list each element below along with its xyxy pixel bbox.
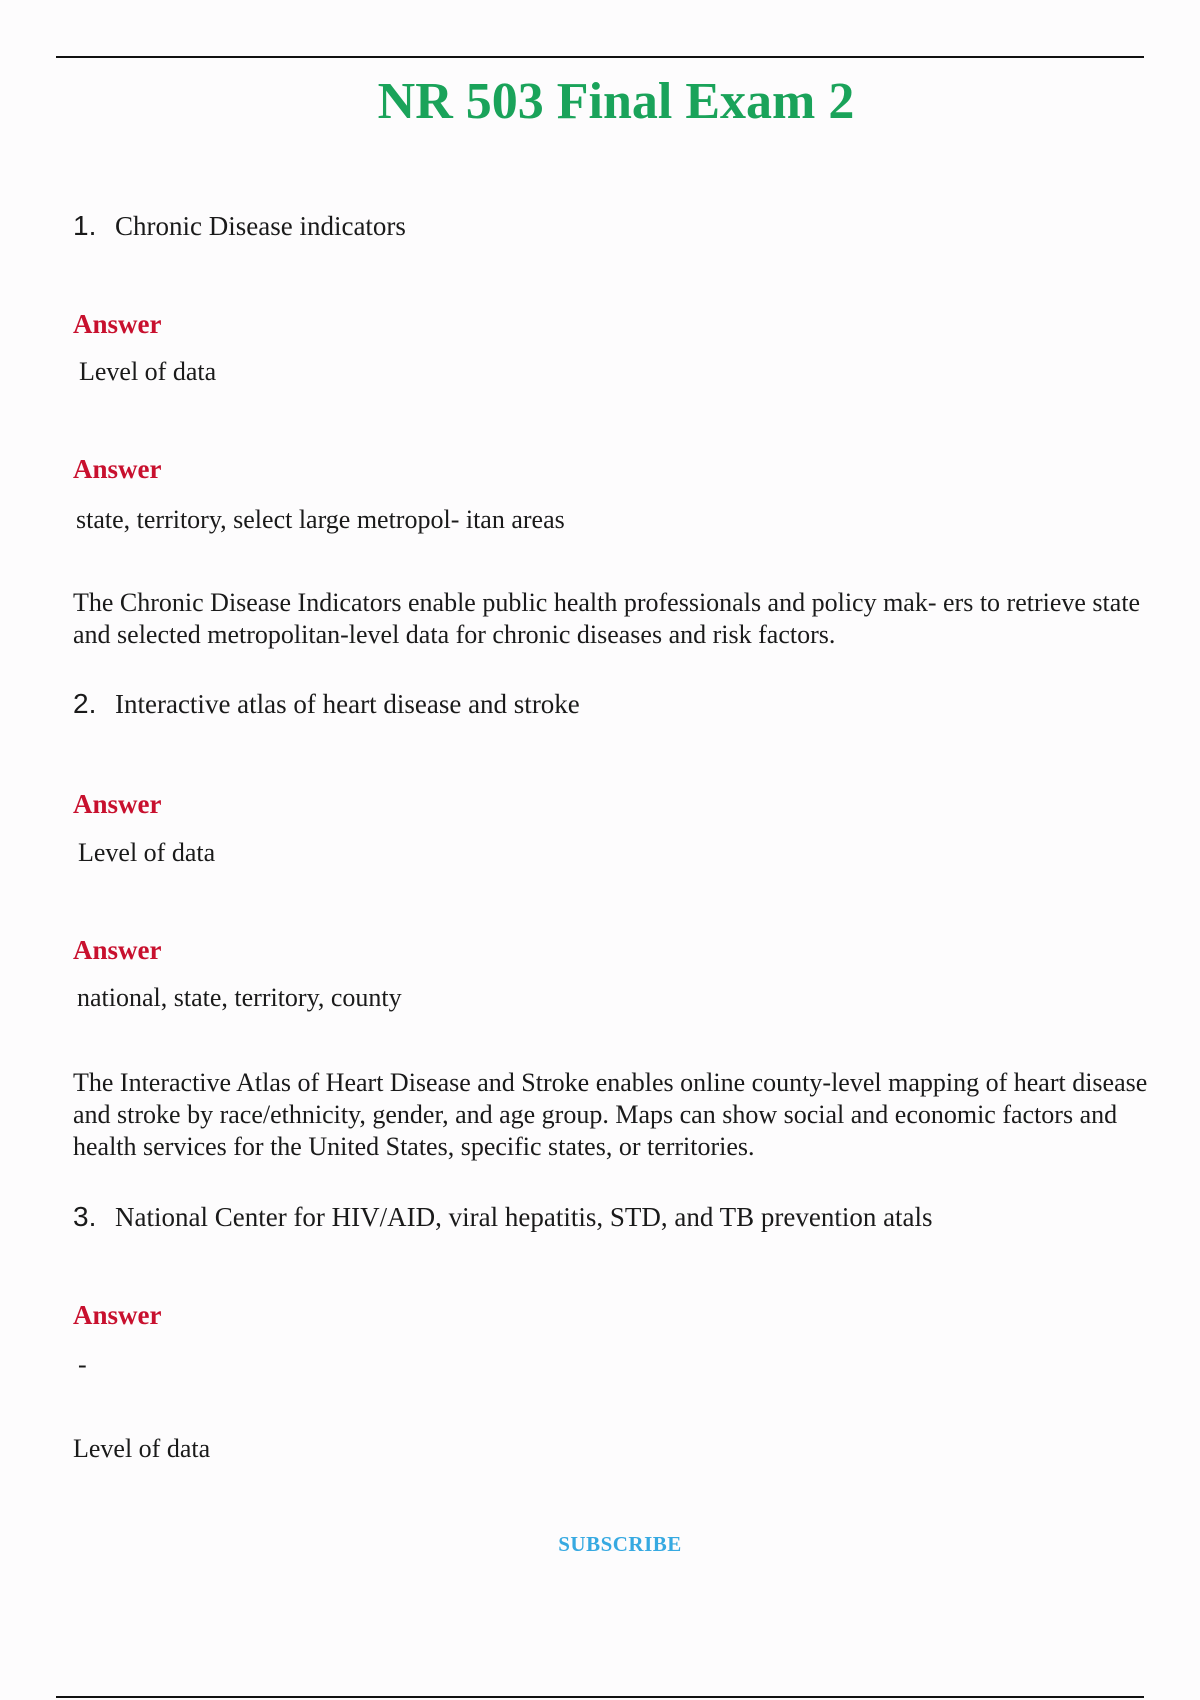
answer-label: Answer bbox=[73, 1300, 162, 1330]
question-1 bbox=[73, 210, 1163, 242]
question-2 bbox=[73, 688, 1163, 720]
question-number: 1. bbox=[73, 210, 97, 241]
answer-value: national, state, territory, county bbox=[77, 983, 402, 1012]
question-number: 2. bbox=[73, 688, 97, 719]
question-text: Interactive atlas of heart disease and stroke bbox=[115, 689, 580, 719]
answer-label: Answer bbox=[73, 309, 162, 339]
answer-value: state, territory, select large metropol- itan areas bbox=[76, 505, 565, 534]
subscribe-link[interactable]: SUBSCRIBE bbox=[558, 1532, 682, 1556]
answer-label: Answer bbox=[73, 454, 162, 484]
page-title: NR 503 Final Exam 2 bbox=[377, 73, 855, 130]
top-rule bbox=[56, 56, 1144, 58]
question-3 bbox=[73, 1201, 1163, 1233]
explanation-text: The Chronic Disease Indicators enable public health professionals and policy mak- ers to retrieve state and selected metropolitan-level data for chronic diseases and risk factors. bbox=[73, 588, 1141, 649]
explanation-text: The Interactive Atlas of Heart Disease and Stroke enables online county-level mapping of heart disease and stroke by race/ethnicity, gender, and age group. Maps can show social and economic factors and health services for the United States, specific states, or territories. bbox=[73, 1068, 1148, 1161]
answer-label: Answer bbox=[73, 789, 162, 819]
question-text: Chronic Disease indicators bbox=[115, 211, 406, 241]
question-text: National Center for HIV/AID, viral hepatitis, STD, and TB prevention atals bbox=[115, 1202, 933, 1232]
trailing-text: Level of data bbox=[73, 1434, 211, 1463]
answer-label: Answer bbox=[73, 935, 162, 965]
question-number: 3. bbox=[73, 1201, 97, 1232]
answer-value: - bbox=[78, 1350, 87, 1379]
bottom-rule bbox=[56, 1696, 1144, 1698]
answer-value: Level of data bbox=[78, 838, 216, 867]
answer-value: Level of data bbox=[79, 357, 217, 386]
